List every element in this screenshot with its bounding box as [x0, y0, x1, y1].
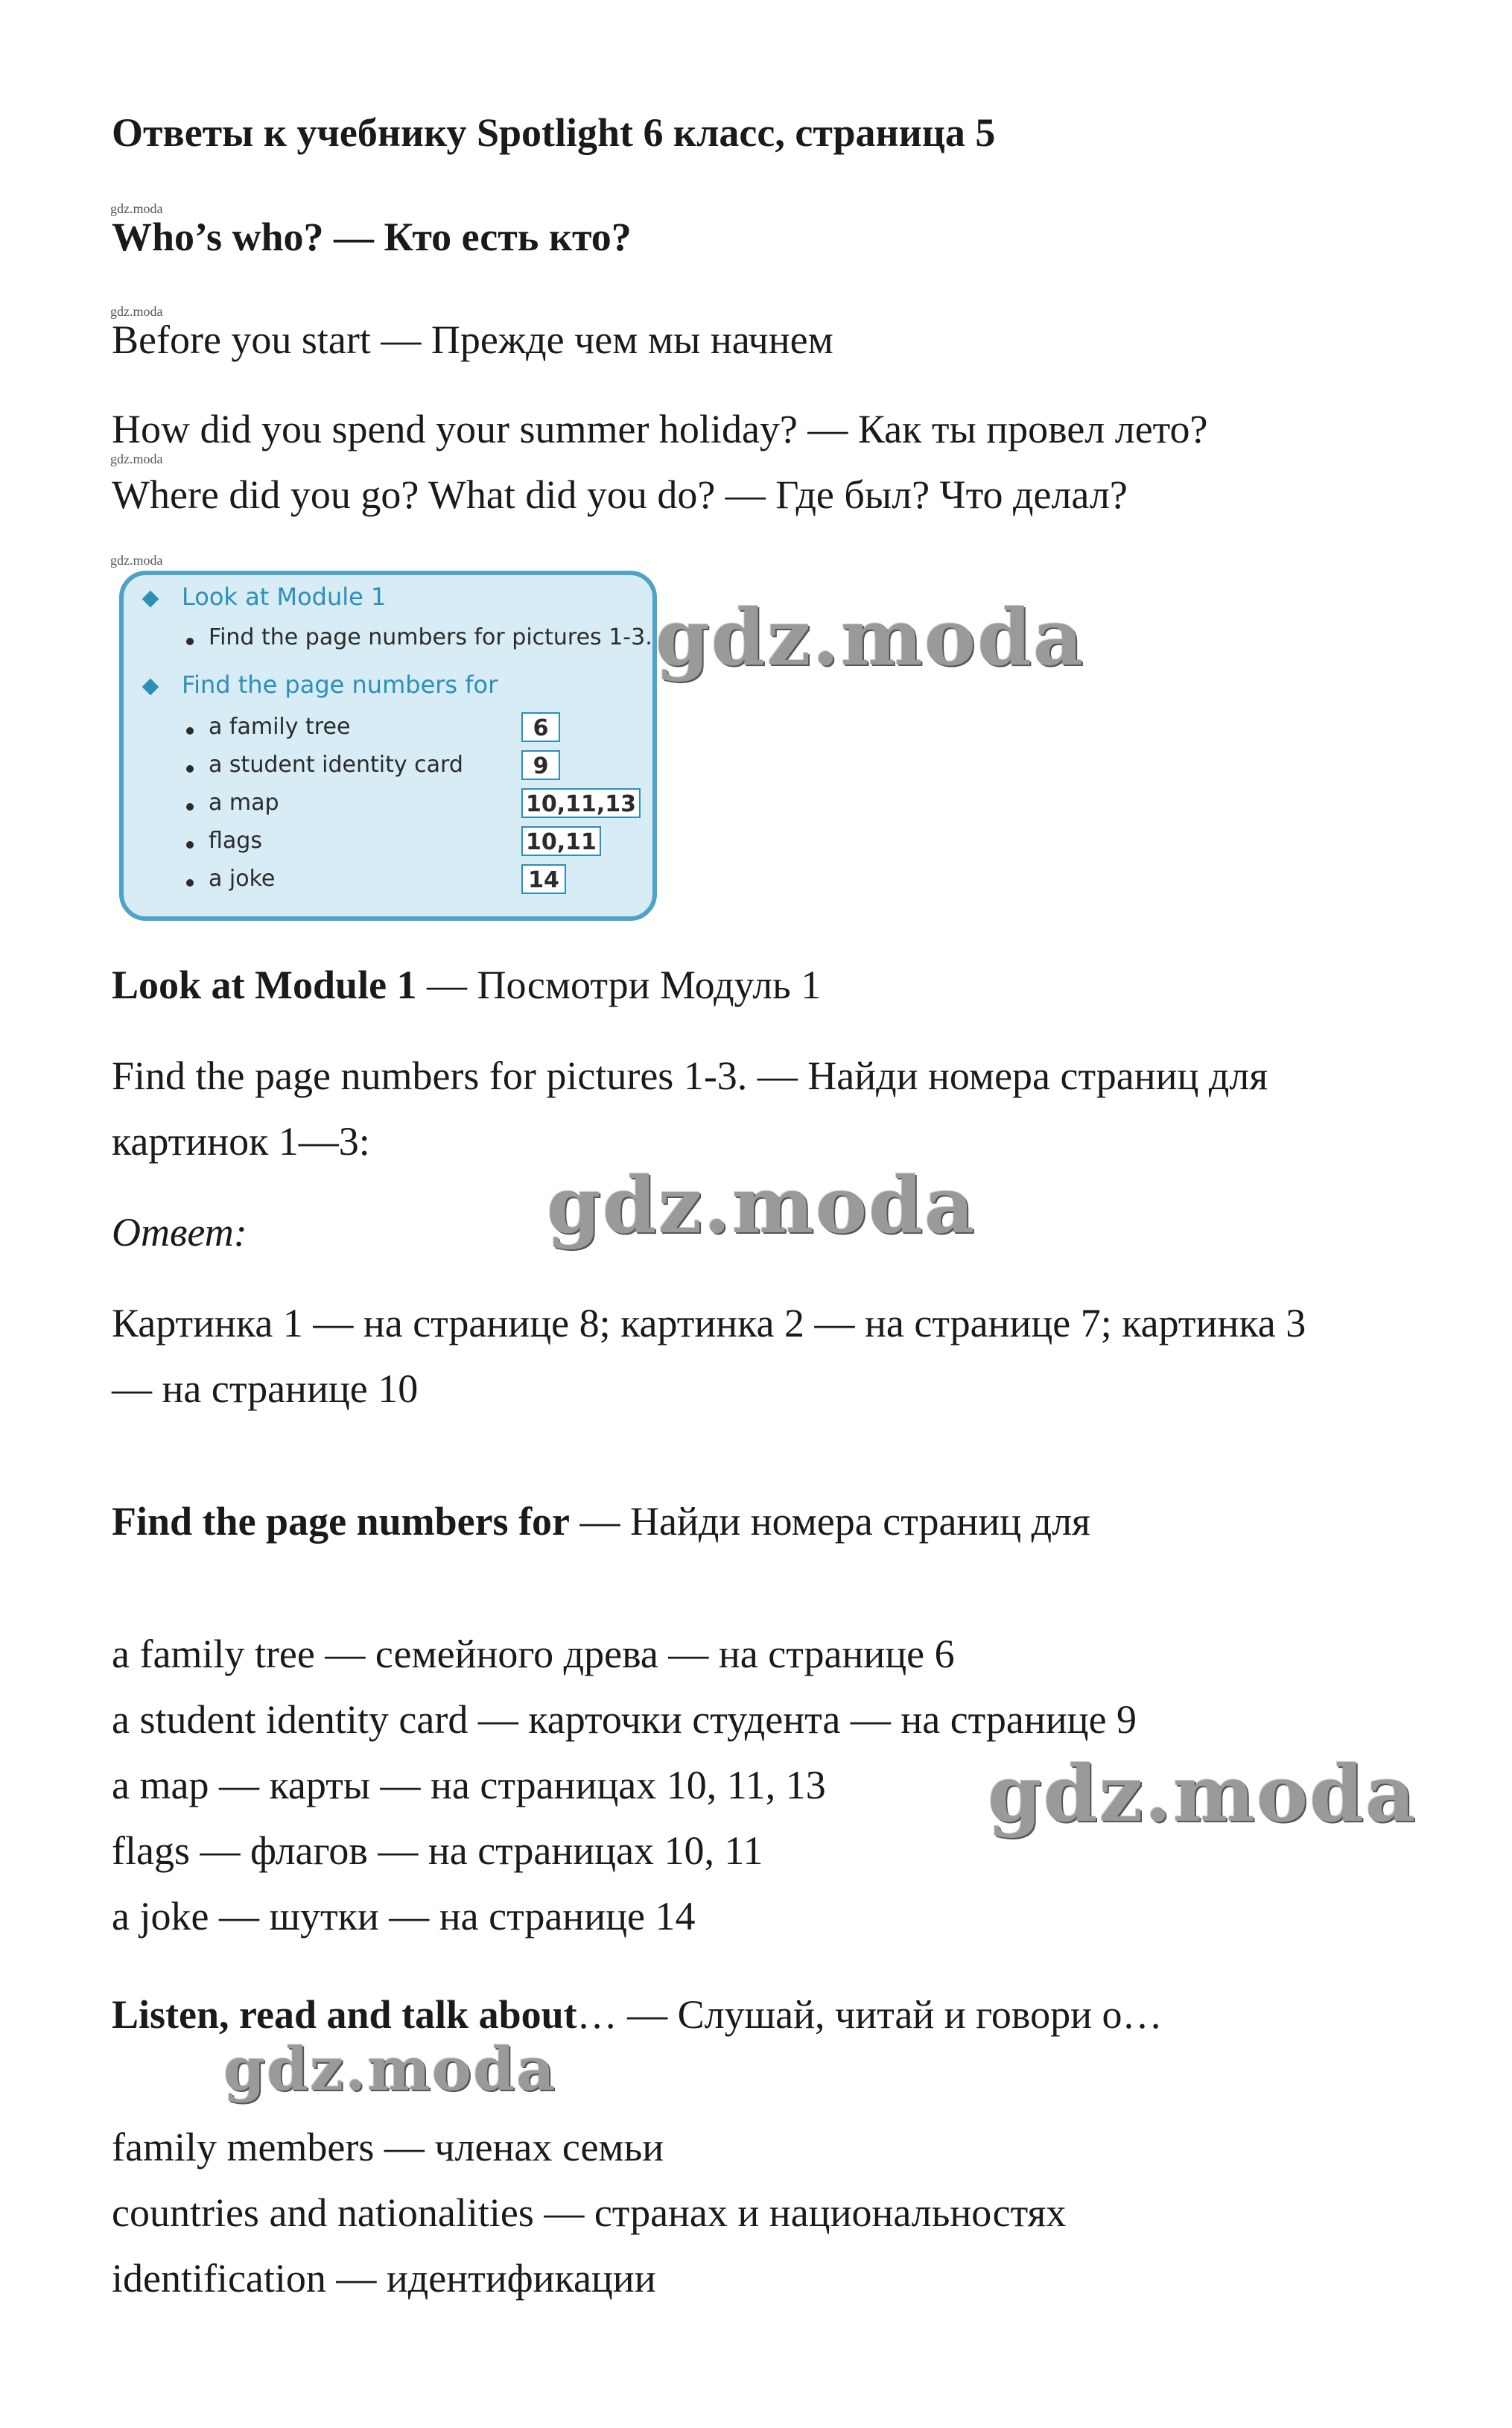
bullet-icon [186, 841, 194, 849]
bullet-icon [186, 765, 194, 773]
look-module-line [112, 961, 821, 1009]
textbook-page-box: 6 [521, 712, 560, 742]
look-module-bold: Look at Module 1 [112, 963, 417, 1007]
textbook-item-label: flags [209, 828, 262, 854]
textbook-page-box: 10,11 [521, 826, 601, 856]
bullet-icon [186, 879, 194, 887]
find-page-numbers-bold: Find the page numbers for [112, 1499, 571, 1544]
topic-item: countries and nationalities — странах и национальностях [112, 2190, 1067, 2235]
diamond-bullet-icon [142, 591, 159, 608]
textbook-page-box: 10,11,13 [521, 788, 641, 818]
listen-rest: … — Слушай, читай и говори о… [576, 1992, 1163, 2037]
list-item: flags — флагов — на страницах 10, 11 [112, 1828, 763, 1873]
question-where: Where did you go? What did you do? — Где был? Что делал? [112, 472, 1128, 517]
answer-line-2: — на странице 10 [112, 1366, 419, 1411]
diamond-bullet-icon [142, 679, 159, 696]
bullet-icon [186, 638, 194, 645]
textbook-item-label: a family tree [209, 714, 351, 740]
find-page-numbers-rest: — Найди номера страниц для [570, 1499, 1090, 1544]
list-item: a family tree — семейного древа — на странице 6 [112, 1632, 955, 1676]
textbook-excerpt [119, 571, 657, 921]
small-watermark: gdz.moda [110, 553, 163, 568]
textbook-page-box: 14 [521, 864, 566, 894]
textbook-look-item: Find the page numbers for pictures 1-3. [209, 624, 652, 650]
list-item: a student identity card — карточки студента — на странице 9 [112, 1697, 1137, 1742]
textbook-item-label: a joke [209, 866, 276, 892]
textbook-item-label: a student identity card [209, 752, 463, 778]
small-watermark: gdz.moda [110, 201, 163, 216]
listen-bold: Listen, read and talk about [112, 1992, 577, 2037]
watermark-logo: gdz.moda [223, 2034, 556, 2104]
topic-item: identification — идентификации [112, 2256, 656, 2301]
page-title: Ответы к учебнику Spotlight 6 класс, страница 5 [112, 110, 996, 155]
small-watermark: gdz.moda [110, 304, 163, 319]
watermark-logo: gdz.moda [655, 592, 1085, 683]
find-pictures-line-1: Find the page numbers for pictures 1-3. — Найди номера страниц для [112, 1053, 1268, 1098]
answer-label: Ответ: [112, 1210, 247, 1255]
list-item: a map — карты — на страницах 10, 11, 13 [112, 1763, 826, 1807]
list-item: a joke — шутки — на странице 14 [112, 1894, 696, 1939]
small-watermark: gdz.moda [110, 451, 163, 466]
textbook-find-heading: Find the page numbers for [182, 671, 498, 699]
section-heading-whos-who: Who’s who? — Кто есть кто? [112, 215, 632, 259]
bullet-icon [186, 727, 194, 735]
watermark-logo: gdz.moda [547, 1159, 976, 1251]
find-page-numbers-line [112, 1497, 1090, 1546]
before-you-start-line: Before you start — Прежде чем мы начнем [112, 317, 833, 362]
find-pictures-line-2: картинок 1—3: [112, 1119, 370, 1164]
question-summer: How did you spend your summer holiday? — Как ты провел лето? [112, 407, 1208, 451]
look-module-rest: — Посмотри Модуль 1 [416, 963, 822, 1007]
textbook-look-heading: Look at Module 1 [182, 583, 387, 611]
answer-line-1: Картинка 1 — на странице 8; картинка 2 — на странице 7; картинка 3 [112, 1301, 1306, 1345]
textbook-page-box: 9 [521, 750, 560, 780]
watermark-logo: gdz.moda [988, 1748, 1417, 1839]
listen-line [112, 1991, 1162, 2039]
textbook-item-label: a map [209, 790, 279, 816]
bullet-icon [186, 803, 194, 811]
topic-item: family members — членах семьи [112, 2125, 664, 2169]
